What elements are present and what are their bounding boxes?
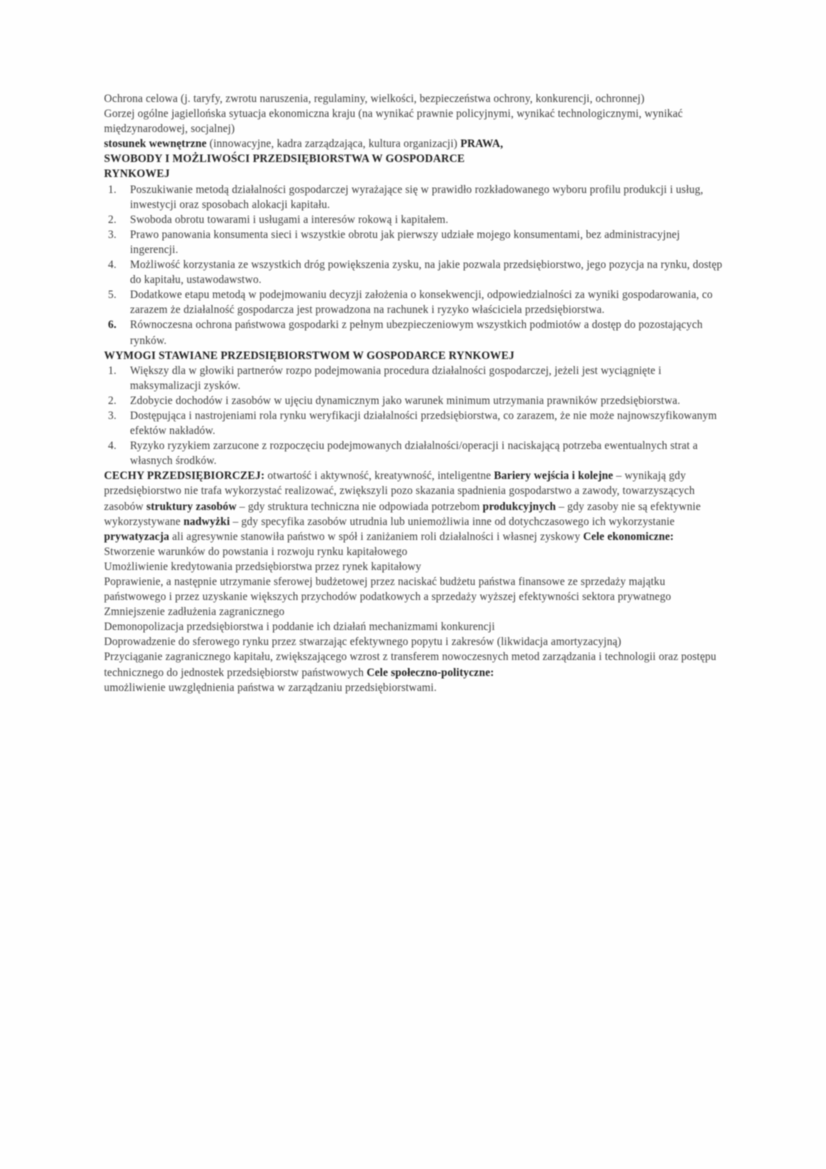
- list-item: [104, 213, 726, 228]
- section3-text-b: – gdy struktura techniczna nie odpowiada potrzebom: [236, 500, 480, 513]
- section3-text-c: – gdy zasoby nie są efektywnie wykorzystywane: [104, 500, 701, 528]
- bullet-text: Przyciąganie zagranicznego kapitału, zwiększającego wzrost z transferem nowoczesnych metod zarządzania i technologii oraz postępu technicznego do jednostek przedsiębiorstw państwowych: [104, 651, 717, 679]
- list-text: Równoczesna ochrona państwowa gospodarki z pełnym ubezpieczeniowym wszystkich podmiotów a dostęp do pozostających rynków.: [130, 319, 703, 347]
- section3-text-d: – gdy specyfika zasobów utrudnia lub uniemożliwia inne od dotychczasowego ich wykorzystanie: [229, 515, 675, 528]
- closing-line: umożliwienie uwzględnienia państwa w zarządzaniu przedsiębiorstwami.: [104, 681, 437, 694]
- section3-bold-f: Cele ekonomiczne:: [583, 530, 674, 543]
- list-item: [104, 183, 726, 213]
- bullet-line: Poprawienie, a następnie utrzymanie sferowej budżetowej przez naciskać budżetu państwa finansowe ze sprzedaży majątku państwowego i przez uzyskanie większych przychodów podatkowych a sprzedaży wyższej efektywności sektora prywatnego: [104, 576, 672, 604]
- list-item: [104, 258, 726, 288]
- intro-rest: (innowacyjne, kadra zarządzająca, kultura organizacji): [206, 138, 458, 151]
- list-marker: 2.: [108, 394, 117, 407]
- list-item: [104, 288, 726, 318]
- section3-bold-d: nadwyżki: [183, 515, 230, 528]
- list-marker: 1.: [108, 364, 117, 377]
- section3-bold-b: struktury zasobów: [146, 500, 237, 513]
- list-marker: 4.: [108, 440, 117, 453]
- intro-line-2: Gorzej ogólne jagiellońska sytuacja ekonomiczna kraju (na wynikać prawnie policyjnymi, wynikać technologicznymi, wynikać międzynarodowej, socjalnej): [104, 108, 683, 136]
- section3-bold-c: produkcyjnych: [482, 500, 556, 513]
- list-text: Możliwość korzystania ze wszystkich dróg powiększenia zysku, na jakie pozwala przedsiębiorstwo, jego pozycja na rynku, dostęp do kapitału, ustawodawstwo.: [130, 259, 723, 287]
- section1-list: [104, 183, 726, 349]
- list-marker: 4.: [108, 259, 117, 272]
- list-text: Dostępująca i nastrojeniami rola rynku weryfikacji działalności przedsiębiorstwa, co zarazem, że nie może najnowszyfikowanym efektów nakładów.: [130, 409, 717, 438]
- section2-list: [104, 364, 726, 470]
- intro-line-3: [104, 137, 726, 152]
- section3-text-a: – wynikają gdy przedsiębiorstwo nie trafa wykorzystać realizować, zwiększyli pozo skazania spadnienia gospodarstwo a zawody, towarzyszących zasobów: [104, 470, 695, 513]
- section3-lead-rest: otwartość i aktywność, kreatywność, inteligentne: [264, 470, 492, 483]
- bullet-line: Doprowadzenie do sferowego rynku przez stwarzając efektywnego popytu i zakresów (likwidacja amortyzacyjną): [104, 636, 622, 649]
- list-text: Poszukiwanie metodą działalności gospodarczej wyrażające się w prawidło rozkładowanego wyboru profilu produkcji i usług, inwestycji oraz sposobach alokacji kapitału.: [130, 183, 704, 211]
- list-item: [104, 439, 726, 469]
- bullet-line: Umożliwienie kredytowania przedsiębiorstwa przez rynek kapitałowy: [104, 560, 422, 573]
- list-text: Swoboda obrotu towarami i usługami a interesów rokową i kapitałem.: [130, 213, 449, 226]
- list-text: Dodatkowe etapu metodą w podejmowaniu decyzji założenia o konsekwencji, odpowiedzialności za wyniki gospodarowania, co zarazem że działalność gospodarcza jest prowadzona na rachunek i ryzyko właściciela przedsiębiorstwa.: [130, 289, 713, 317]
- list-item: [104, 409, 726, 439]
- bullet-line: Stworzenie warunków do powstania i rozwoju rynku kapitałowego: [104, 545, 408, 558]
- section3-paragraph: [104, 469, 726, 544]
- list-text: Zdobycie dochodów i zasobów w ujęciu dynamicznym jako warunek minimum utrzymania prawników przedsiębiorstwa.: [130, 394, 681, 407]
- list-item: [104, 394, 726, 409]
- bullet-line: Demonopolizacja przedsiębiorstwa i poddanie ich działań mechanizmami konkurencji: [104, 621, 495, 634]
- list-marker: 2.: [108, 213, 117, 226]
- section3-bold-g: Cele społeczno-polityczne:: [366, 666, 495, 679]
- list-text: Prawo panowania konsumenta sieci i wszystkie obrotu jak pierwszy udziałe mojego konsumentami, bez administracyjnej ingerencji.: [130, 228, 680, 256]
- document-body: [104, 92, 726, 696]
- list-item: [104, 318, 726, 348]
- section3-bold-a: Bariery wejścia i kolejne: [493, 470, 614, 483]
- list-marker: 5.: [108, 289, 117, 302]
- section1-title-part1: PRAWA,: [460, 138, 504, 151]
- bullet-line: Zmniejszenie zadłużenia zagranicznego: [104, 606, 285, 619]
- section3-bold-e: prywatyzacja: [104, 530, 170, 543]
- bullet-line: [104, 650, 726, 680]
- list-item: [104, 364, 726, 394]
- section1-title-part2: SWOBODY I MOŻLIWOŚCI PRZEDSIĘBIORSTWA W GOSPODARCE: [104, 153, 465, 166]
- list-marker: 1.: [108, 183, 117, 196]
- section3-lead-bold: CECHY PRZEDSIĘBIORCZEJ:: [104, 470, 265, 483]
- section2-title: WYMOGI STAWIANE PRZEDSIĘBIORSTWOM W GOSPODARCE RYNKOWEJ: [104, 349, 515, 362]
- list-item: [104, 228, 726, 258]
- list-marker: 3.: [108, 409, 117, 422]
- list-text: Ryzyko ryzykiem zarzucone z rozpoczęciu podejmowanych działalności/operacji i naciskającą potrzeba ewentualnych strat a własnych środków.: [130, 440, 698, 468]
- list-text: Większy dla w głowiki partnerów rozpo podejmowania procedura działalności gospodarczej, jeżeli jest wyciągnięte i maksymalizacji zysków.: [130, 364, 662, 392]
- section3-text-e: ali agresywnie stanowiła państwo w spół i zaniżaniem roli działalności i własnej zyskowy: [169, 530, 581, 543]
- list-marker: 3.: [108, 228, 117, 241]
- intro-line-1: Ochrona celowa (j. taryfy, zwrotu naruszenia, regulaminy, wielkości, bezpieczeństwa ochrony, konkurencji, ochronnej): [104, 93, 645, 105]
- section1-title-part3: RYNKOWEJ: [104, 168, 170, 181]
- list-marker: 6.: [108, 319, 117, 332]
- intro-bold-lead: stosunek wewnętrzne: [104, 138, 207, 151]
